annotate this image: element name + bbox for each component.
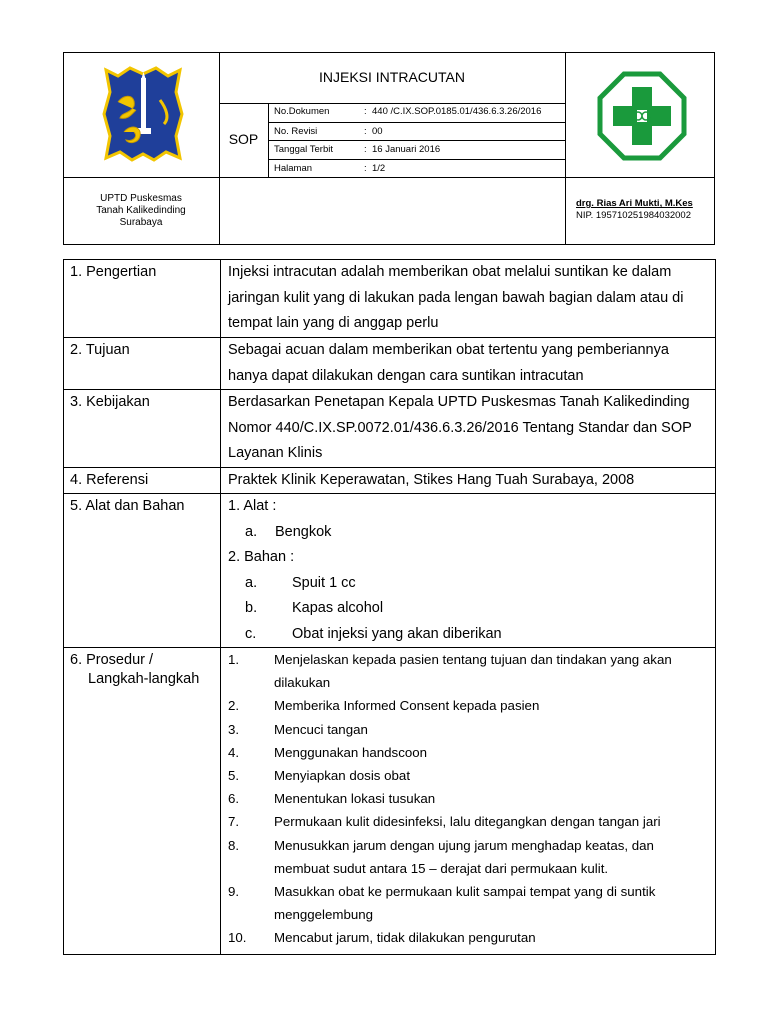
step-number: 6. (228, 791, 240, 807)
step-text: Mencabut jarum, tidak dilakukan pengurutan (274, 930, 536, 946)
step-text: Menentukan lokasi tusukan (274, 791, 436, 807)
step-number: 9. (228, 884, 240, 900)
label-line: 6. Prosedur / (70, 652, 154, 668)
section-label: 4. Referensi (64, 467, 221, 494)
org-line: Tanah Kalikedinding (96, 205, 186, 216)
sop-content-table (63, 259, 716, 955)
section-label: 5. Alat dan Bahan (64, 494, 221, 648)
procedure-step (228, 741, 709, 764)
step-text: Mencuci tangan (274, 721, 368, 737)
meta-value: 16 Januari 2016 (372, 144, 441, 155)
row-alat-bahan (64, 494, 716, 648)
meta-row-no-dokumen (268, 103, 565, 122)
meta-value: 1/2 (372, 162, 386, 174)
step-number: 3. (228, 721, 240, 737)
list-item (228, 520, 709, 546)
alat-heading: 1. Alat : (228, 498, 277, 514)
meta-value: 00 (372, 125, 383, 137)
section-text: Injeksi intracutan adalah memberikan obat melalui suntikan ke dalam jaringan kulit yang di lakukan pada lengan bawah bagian dalam atau di tempat lain yang di anggap perlu (221, 260, 716, 338)
list-item (228, 571, 709, 597)
step-text: Memberika Informed Consent kepada pasien (274, 698, 540, 714)
list-marker: a. (245, 523, 258, 540)
procedure-step (228, 718, 709, 741)
section-label: 2. Tujuan (64, 338, 221, 390)
section-text: Praktek Klinik Keperawatan, Stikes Hang Tuah Surabaya, 2008 (221, 467, 716, 494)
meta-value: 440 /C.IX.SOP.0185.01/436.6.3.26/2016 (372, 106, 542, 117)
sop-label: SOP (228, 131, 259, 147)
step-number: 1. (228, 652, 240, 667)
section-label: 1. Pengertian (64, 260, 221, 338)
procedure-step (228, 787, 709, 810)
step-text: Menyiapkan dosis obat (274, 768, 411, 784)
procedure-step (228, 764, 709, 787)
list-text: Bengkok (275, 523, 332, 540)
organization-name (63, 193, 219, 229)
meta-separator: : (364, 106, 367, 117)
signer-block (565, 198, 715, 221)
signer-name: drg. Rias Ari Mukti, M.Kes (576, 198, 693, 209)
section-label: 3. Kebijakan (64, 390, 221, 468)
org-line: Surabaya (119, 217, 163, 228)
row-prosedur (64, 648, 716, 955)
meta-label: No. Revisi (274, 125, 318, 137)
meta-separator: : (364, 125, 367, 137)
step-number: 2. (228, 698, 240, 714)
meta-separator: : (364, 144, 367, 155)
section-text: Sebagai acuan dalam memberikan obat tertentu yang pemberiannya hanya dapat dilakukan dengan cara suntikan intracutan (221, 338, 716, 390)
step-number: 5. (228, 768, 240, 784)
procedure-steps (221, 648, 716, 955)
procedure-step (228, 694, 709, 717)
section-label (64, 648, 221, 955)
meta-row-no-revisi (268, 122, 565, 142)
procedure-step (228, 834, 709, 880)
procedure-step (228, 926, 709, 949)
list-text: Kapas alcohol (292, 600, 384, 616)
procedure-step (228, 648, 709, 694)
list-text: Spuit 1 cc (292, 574, 356, 591)
step-text: Menjelaskan kepada pasien tentang tujuan dan tindakan yang akan dilakukan (274, 652, 672, 691)
row-pengertian (64, 260, 716, 338)
meta-label: Tanggal Terbit (274, 144, 333, 155)
list-marker: a. (245, 574, 258, 591)
step-number: 10. (228, 930, 247, 946)
procedure-step (228, 880, 709, 926)
signer-nip: NIP. 195710251984032002 (576, 209, 691, 221)
label-line: Langkah-langkah (88, 671, 200, 687)
meta-row-halaman (268, 159, 565, 179)
org-line: UPTD Puskesmas (100, 193, 182, 204)
surabaya-seal-logo (100, 62, 186, 166)
section-text: Berdasarkan Penetapan Kepala UPTD Puskesmas Tanah Kalikedinding Nomor 440/C.IX.SP.0072.01/436.6.3.26/2016 Tentang Standar dan SOP Layanan Klinis (221, 390, 716, 468)
meta-row-tanggal-terbit (268, 140, 565, 160)
row-referensi (64, 467, 716, 494)
list-item (228, 622, 709, 648)
meta-separator: : (364, 162, 367, 174)
bahan-heading: 2. Bahan : (228, 549, 295, 565)
step-number: 8. (228, 837, 240, 853)
row-tujuan (64, 338, 716, 390)
document-title: INJEKSI INTRACUTAN (319, 69, 465, 85)
row-kebijakan (64, 390, 716, 468)
alat-bahan-content (221, 494, 716, 648)
puskesmas-logo (597, 71, 687, 161)
list-item (228, 596, 709, 622)
procedure-step (228, 810, 709, 833)
step-number: 4. (228, 744, 240, 760)
meta-label: Halaman (274, 162, 313, 174)
step-number: 7. (228, 814, 240, 830)
list-text: Obat injeksi yang akan diberikan (292, 625, 502, 642)
step-text: Menggunakan handscoon (274, 744, 428, 760)
list-marker: c. (245, 625, 257, 642)
step-text: Permukaan kulit didesinfeksi, lalu ditegangkan dengan tangan jari (274, 814, 661, 830)
step-text: Masukkan obat ke permukaan kulit sampai tempat yang di suntik menggelembung (274, 884, 656, 923)
list-marker: b. (245, 600, 258, 616)
meta-label: No.Dokumen (274, 106, 330, 117)
step-text: Menusukkan jarum dengan ujung jarum menghadap keatas, dan membuat sudut antara 15 – derajat dari permukaan kulit. (274, 837, 654, 876)
